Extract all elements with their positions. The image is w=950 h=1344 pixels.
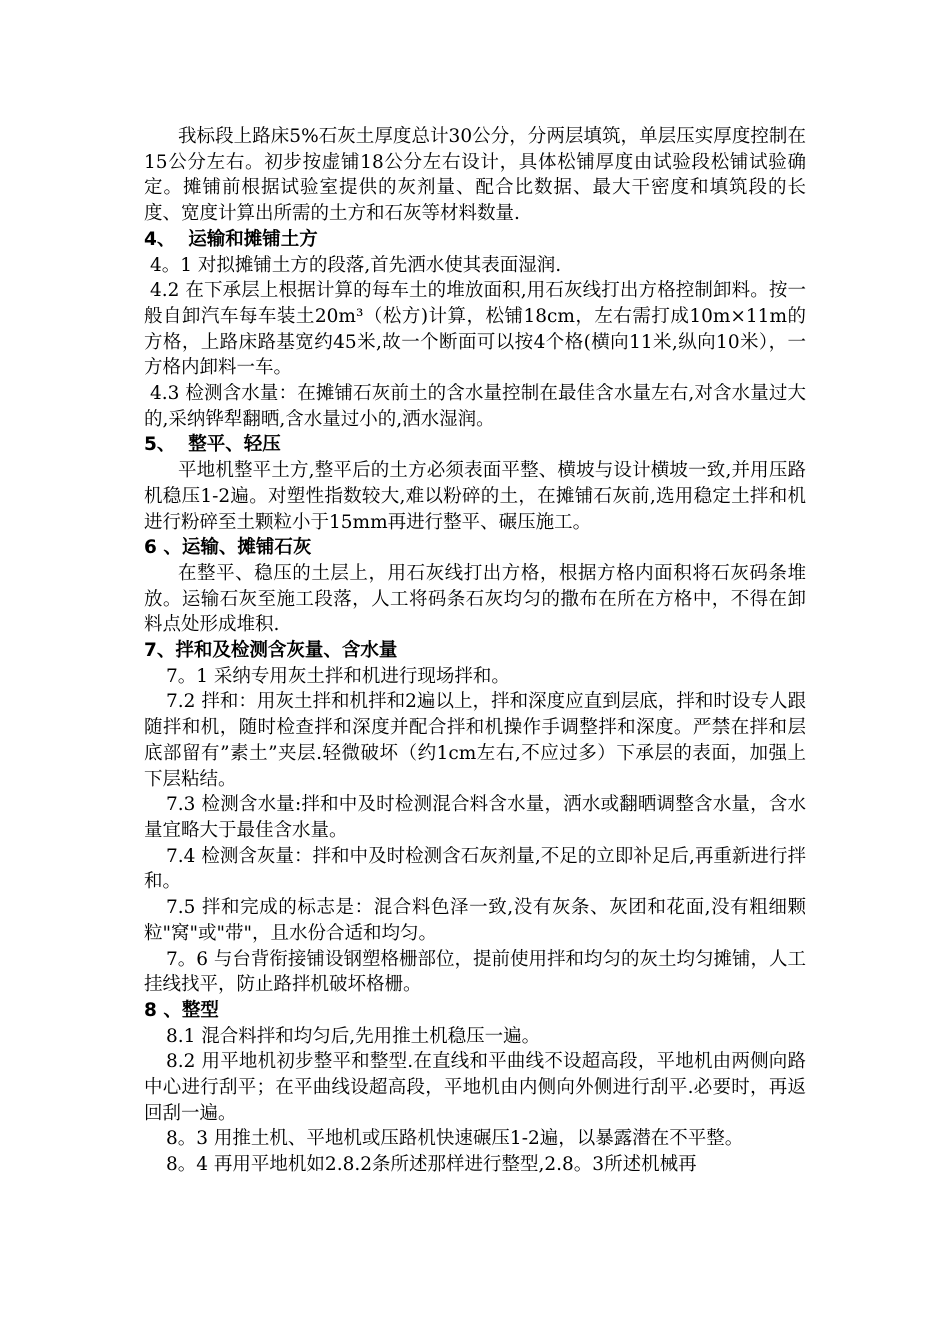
paragraph-4-2: 4.2 在下承层上根据计算的每车土的堆放面积,用石灰线打出方格控制卸料。按一般自卸汽车每车装土20m³（松方)计算，松铺18cm，左右需打成10m×11m的方格，上路床路基宽约45米,故一个断面可以按4个格(横向11米,纵向10米），一方格内卸料一车。 — [144, 280, 806, 379]
paragraph-8-2: 8.2 用平地机初步整平和整型.在直线和平曲线不设超高段，平地机由两侧向路中心进行刮平；在平曲线设超高段，平地机由内侧向外侧进行刮平.必要时，再返回刮一遍。 — [144, 1051, 806, 1124]
paragraph-intro: 我标段上路床5%石灰土厚度总计30公分，分两层填筑，单层压实厚度控制在15公分左右。初步按虚铺18公分左右设计，具体松铺厚度由试验段松铺试验确定。摊铺前根据试验室提供的灰剂量、配合比数据、最大干密度和填筑段的长度、宽度计算出所需的土方和石灰等材料数量. — [144, 126, 806, 225]
paragraph-4-1: 4。1 对拟摊铺土方的段落,首先洒水使其表面湿润. — [150, 254, 562, 276]
paragraph-5: 平地机整平土方,整平后的土方必须表面平整、横坡与设计横坡一致,并用压路机稳压1-2遍。对塑性指数较大,难以粉碎的土，在摊铺石灰前,选用稳定土拌和机进行粉碎至土颗粒小于15mm再进行整平、碾压施工。 — [144, 460, 806, 533]
paragraph-7-6: 7。6 与台背衔接铺设钢塑格栅部位，提前使用拌和均匀的灰土均匀摊铺，人工挂线找平，防止路拌机破坏格栅。 — [144, 948, 806, 996]
paragraph-7-4: 7.4 检测含灰量：拌和中及时检测含石灰剂量,不足的立即补足后,再重新进行拌和。 — [144, 845, 806, 893]
paragraph-4-3: 4.3 检测含水量：在摊铺石灰前土的含水量控制在最佳含水量左右,对含水量过大的,采纳铧犁翻晒,含水量过小的,洒水湿润。 — [144, 383, 806, 430]
paragraph-7-1: 7。1 采纳专用灰土拌和机进行现场拌和。 — [166, 665, 510, 687]
section-heading-7: 7、拌和及检测含灰量、含水量 — [144, 640, 398, 662]
section-heading-4: 4、 运输和摊铺土方 — [144, 228, 318, 250]
section-heading-5: 5、 整平、轻压 — [144, 434, 281, 456]
section-heading-8: 8 、整型 — [144, 999, 219, 1021]
paragraph-7-3: 7.3 检测含水量:拌和中及时检测混合料含水量，洒水或翻晒调整含水量，含水量宜略大于最佳含水量。 — [144, 794, 806, 841]
paragraph-8-4: 8。4 再用平地机如2.8.2条所述那样进行整型,2.8。3所述机械再 — [166, 1154, 697, 1176]
document-page — [144, 124, 806, 1178]
paragraph-7-2: 7.2 拌和：用灰土拌和机拌和2遍以上，拌和深度应直到层底，拌和时设专人跟随拌和机，随时检查拌和深度并配合拌和机操作手调整拌和深度。严禁在拌和层底部留有”素土”夹层.轻微破坏（约1cm左右,不应过多）下承层的表面，加强上下层粘结。 — [144, 691, 806, 790]
section-heading-6: 6 、运输、摊铺石灰 — [144, 537, 312, 559]
paragraph-7-5: 7.5 拌和完成的标志是：混合料色泽一致,没有灰条、灰团和花面,没有粗细颗粒"窝"或"带"，且水份合适和均匀。 — [144, 897, 806, 944]
paragraph-6: 在整平、稳压的土层上，用石灰线打出方格，根据方格内面积将石灰码条堆放。运输石灰至施工段落，人工将码条石灰均匀的撒布在所在方格中，不得在卸料点处形成堆积. — [144, 562, 806, 636]
paragraph-8-3: 8。3 用推土机、平地机或压路机快速碾压1-2遍，以暴露潜在不平整。 — [166, 1128, 744, 1150]
paragraph-8-1: 8.1 混合料拌和均匀后,先用推土机稳压一遍。 — [166, 1025, 541, 1047]
